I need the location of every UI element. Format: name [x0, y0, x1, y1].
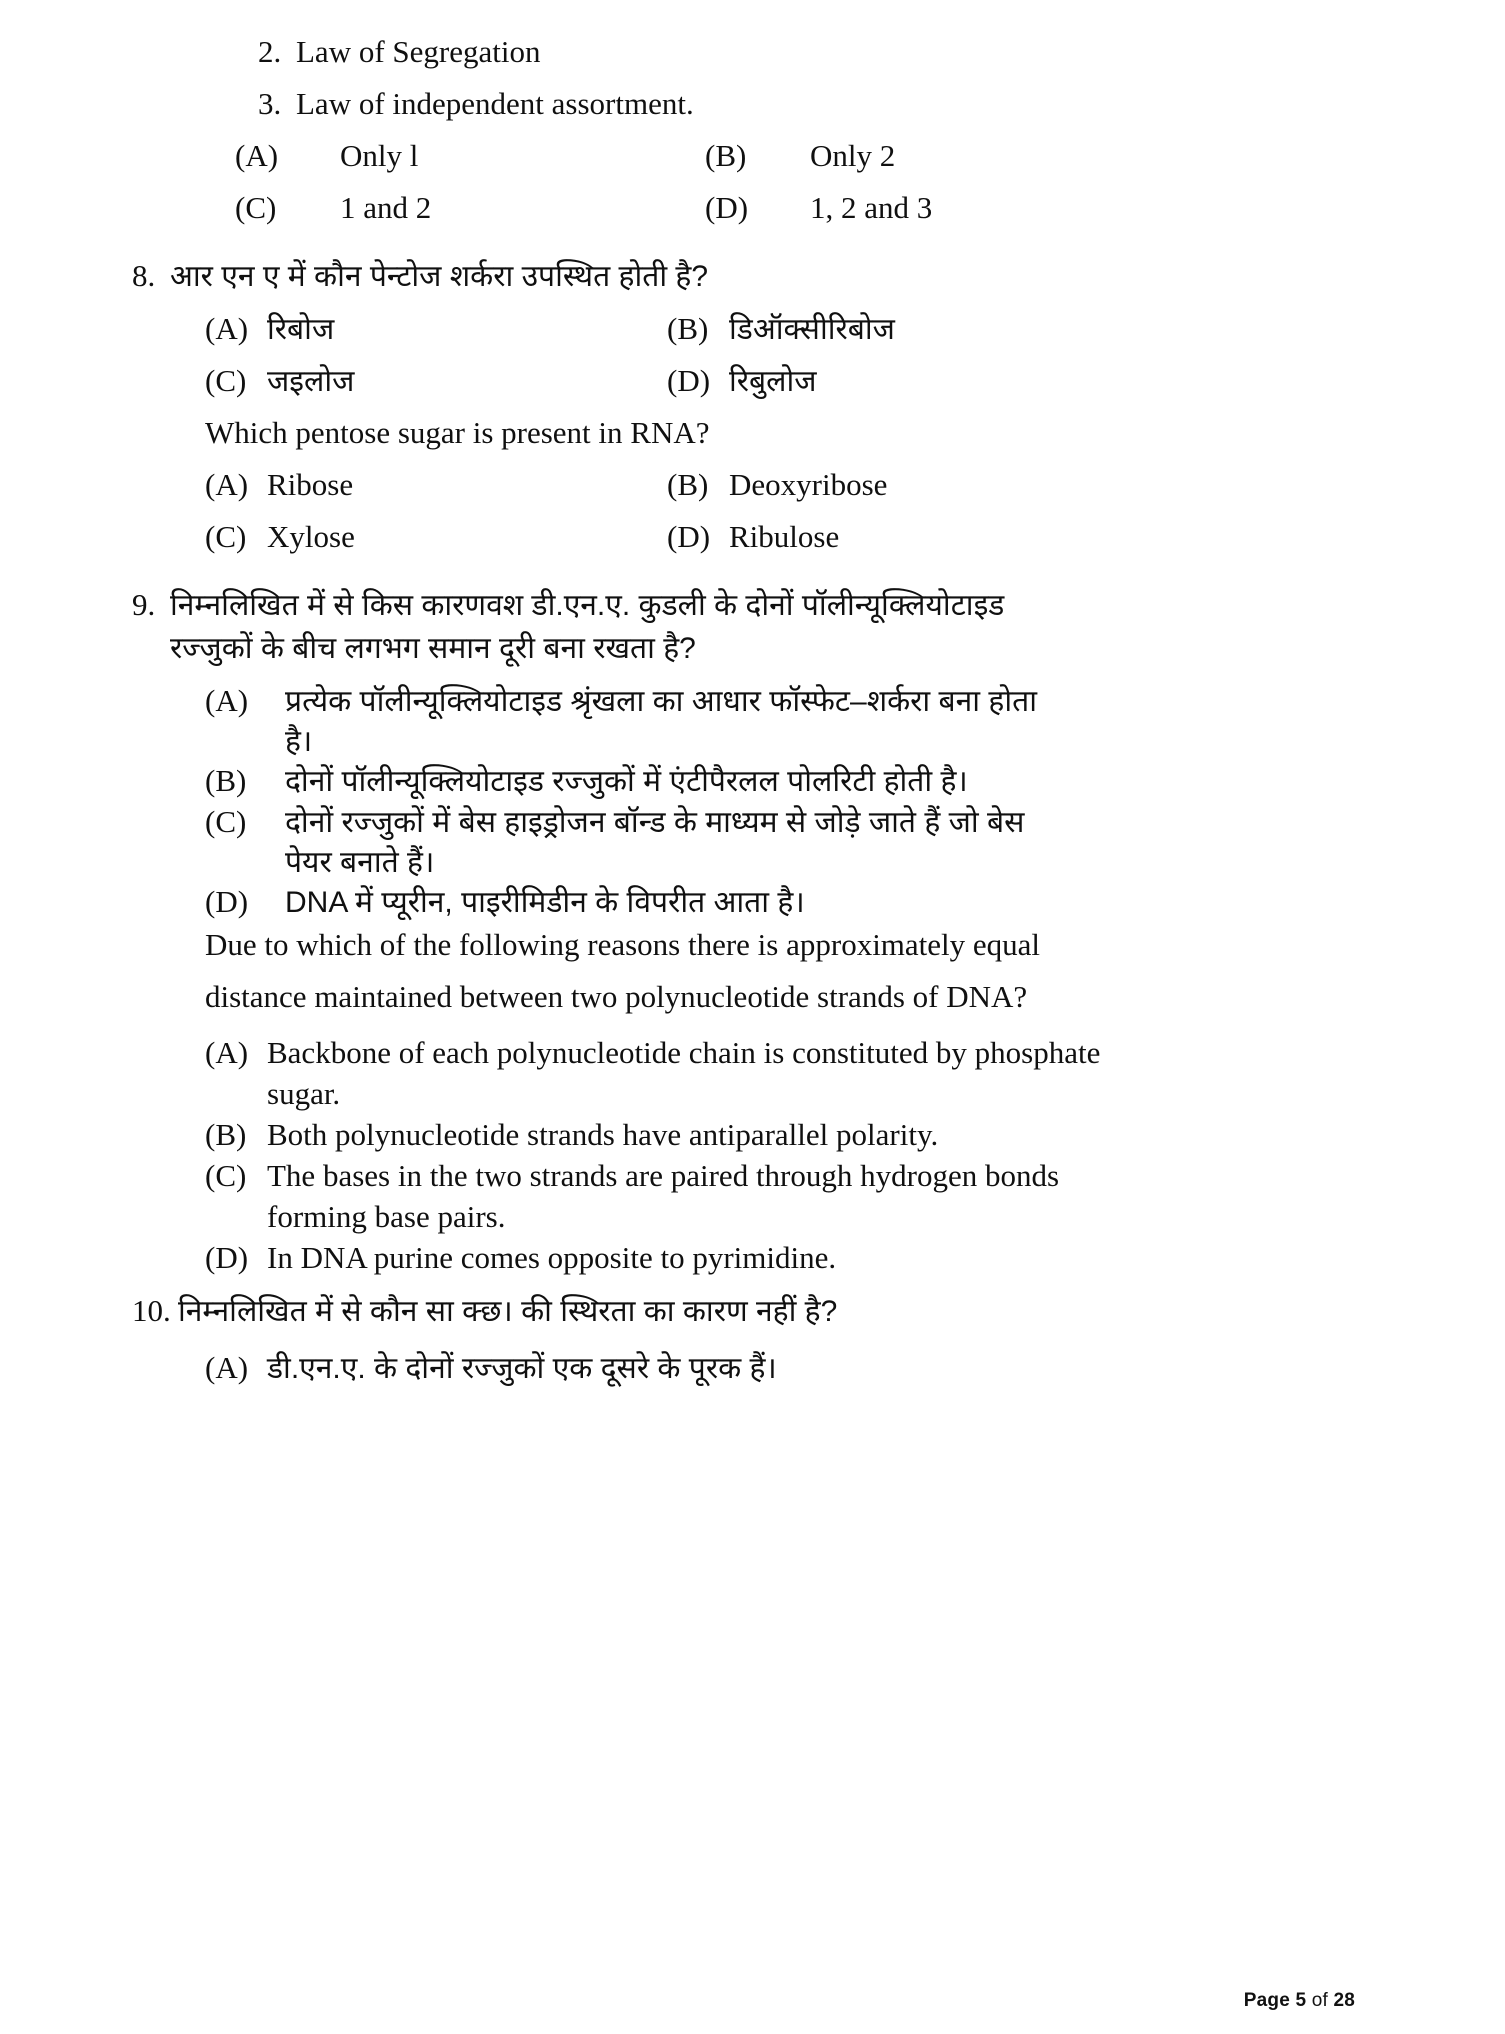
- option-b-en[interactable]: [667, 466, 1355, 502]
- question-stem-english: Which pentose sugar is present in RNA?: [205, 414, 710, 450]
- option-line-2: है।: [285, 724, 313, 758]
- footer-page-total: 28: [1333, 1990, 1355, 2011]
- option-key: (A): [205, 1035, 249, 1071]
- option-row: [150, 140, 1355, 192]
- option-label: Only l: [340, 138, 419, 173]
- stem-line-1: निम्नलिखित में से किस कारणवश डी.एन.ए. कुडली के दोनों पॉलीन्यूक्लियोटाइड: [170, 588, 1005, 622]
- option-key: (C): [235, 190, 277, 225]
- option-key: (A): [205, 466, 249, 502]
- question-number: 10.: [132, 1292, 171, 1328]
- option-a[interactable]: [205, 310, 667, 346]
- option-key: (A): [205, 682, 249, 718]
- question-8: [132, 254, 1355, 299]
- option-key: (C): [205, 362, 247, 398]
- option-label: Ribulose: [729, 518, 840, 554]
- option-key: (D): [205, 1239, 249, 1275]
- option-label: रिबुलोज: [729, 364, 817, 398]
- question-stem-hindi: निम्नलिखित में से कौन सा क्छ। की स्थिरता का कारण नहीं है?: [178, 1294, 838, 1328]
- option-key: (C): [205, 804, 247, 840]
- page-footer: [1244, 1990, 1355, 2012]
- option-label: Xylose: [267, 518, 355, 554]
- option-line-1: Backbone of each polynucleotide chain is constituted by phosphate: [267, 1035, 1101, 1071]
- option-a-en[interactable]: [205, 466, 667, 502]
- option-c[interactable]: [150, 802, 1355, 882]
- option-label: Deoxyribose: [729, 466, 888, 502]
- option-b-en[interactable]: [150, 1115, 1355, 1156]
- stem-line-2: रज्जुकों के बीच लगभग समान दूरी बना रखता है?: [170, 632, 696, 666]
- option-c-en[interactable]: [150, 1156, 1355, 1238]
- option-c[interactable]: [205, 362, 667, 398]
- option-d[interactable]: [150, 882, 1355, 923]
- statement-item: [258, 88, 1355, 140]
- option-label: 1 and 2: [340, 190, 432, 225]
- option-a-en[interactable]: [150, 1033, 1355, 1115]
- stem-line-2: distance maintained between two polynucleotide strands of DNA?: [205, 979, 1028, 1015]
- option-b[interactable]: [705, 140, 1355, 171]
- option-key: (D): [705, 190, 749, 225]
- statement-item: [258, 36, 1355, 88]
- option-label: Only 2: [810, 138, 896, 173]
- option-key: (B): [205, 763, 247, 799]
- option-label: रिबोज: [267, 312, 335, 346]
- option-label: [267, 1156, 1355, 1238]
- option-d-en[interactable]: [667, 518, 1355, 554]
- option-label: [285, 883, 1355, 923]
- question-8-stem-english: [150, 414, 1355, 469]
- option-b[interactable]: [150, 761, 1355, 802]
- footer-page-word: Page: [1243, 1990, 1290, 2011]
- option-line-2: forming base pairs.: [267, 1198, 506, 1234]
- option-row: [150, 310, 1355, 365]
- option-row: [150, 518, 1355, 573]
- option-line-1: दोनों रज्जुकों में बेस हाइड्रोजन बॉन्ड के माध्यम से जोड़े जाते हैं जो बेस: [285, 806, 1025, 840]
- option-key: (A): [235, 138, 279, 173]
- option-key: (B): [667, 310, 709, 346]
- option-label: [267, 1033, 1355, 1115]
- option-line-2: sugar.: [267, 1076, 341, 1112]
- option-key: (D): [667, 362, 711, 398]
- option-line-2: पेयर बनाते हैं।: [285, 845, 435, 879]
- option-row: [150, 466, 1355, 521]
- option-label: डी.एन.ए. के दोनों रज्जुकों एक दूसरे के पूरक हैं।: [267, 1351, 777, 1385]
- option-label: [267, 1115, 1355, 1156]
- option-c[interactable]: [235, 192, 705, 223]
- question-10: [132, 1289, 1355, 1334]
- option-label: डिऑक्सीरिबोज: [729, 312, 895, 346]
- option-label: 1, 2 and 3: [810, 190, 933, 225]
- option-key: (D): [205, 884, 249, 920]
- option-a[interactable]: [150, 681, 1355, 761]
- option-c-en[interactable]: [205, 518, 667, 554]
- option-d-en[interactable]: [150, 1238, 1355, 1279]
- option-label: [285, 762, 1355, 802]
- footer-of-word: of: [1311, 1990, 1328, 2011]
- option-label: जइलोज: [267, 364, 355, 398]
- option-key: (C): [205, 1157, 247, 1193]
- question-stem-hindi: [170, 584, 1355, 671]
- statement-number: 3.: [258, 86, 282, 121]
- option-key: (B): [705, 138, 747, 173]
- option-key: (D): [667, 518, 711, 554]
- option-d[interactable]: [667, 362, 1355, 398]
- question-number: 8.: [132, 258, 156, 293]
- statement-text: Law of Segregation: [296, 34, 541, 69]
- question-number: 9.: [132, 586, 156, 622]
- option-a[interactable]: [150, 1348, 1355, 1389]
- option-line-1: दोनों पॉलीन्यूक्लियोटाइड रज्जुकों में एंटीपैरलल पोलरिटी होती है।: [285, 765, 968, 799]
- question-stem-hindi: आर एन ए में कौन पेन्टोज शर्करा उपस्थित होती है?: [170, 260, 709, 293]
- option-b[interactable]: [667, 310, 1355, 346]
- footer-page-number: 5: [1295, 1990, 1307, 2011]
- option-key: (B): [667, 466, 709, 502]
- option-line-1: Both polynucleotide strands have antiparallel polarity.: [267, 1116, 939, 1152]
- option-line-1: In DNA purine comes opposite to pyrimidine.: [267, 1239, 837, 1275]
- statement-text: Law of independent assortment.: [296, 86, 694, 121]
- option-key: (A): [205, 310, 249, 346]
- question-9: [132, 583, 1355, 671]
- option-label: [285, 803, 1355, 882]
- option-label: [267, 1238, 1355, 1279]
- option-line-1: DNA में प्यूरीन, पाइरीमिडीन के विपरीत आता है।: [285, 886, 805, 920]
- option-a[interactable]: [235, 140, 705, 171]
- question-9-stem-english: [150, 929, 1355, 1033]
- option-key: (A): [205, 1349, 249, 1385]
- option-key: (C): [205, 518, 247, 554]
- stem-line-1: Due to which of the following reasons there is approximately equal: [205, 927, 1041, 963]
- option-line-1: प्रत्येक पॉलीन्यूक्लियोटाइड श्रृंखला का आधार फॉस्फेट–शर्करा बना होता: [285, 684, 1037, 718]
- option-row: [150, 192, 1355, 244]
- option-key: (B): [205, 1116, 247, 1152]
- option-row: [150, 362, 1355, 417]
- statement-number: 2.: [258, 34, 282, 69]
- option-d[interactable]: [705, 192, 1355, 223]
- option-label: Ribose: [267, 466, 354, 502]
- option-label: [285, 682, 1355, 761]
- option-line-1: The bases in the two strands are paired through hydrogen bonds: [267, 1157, 1060, 1193]
